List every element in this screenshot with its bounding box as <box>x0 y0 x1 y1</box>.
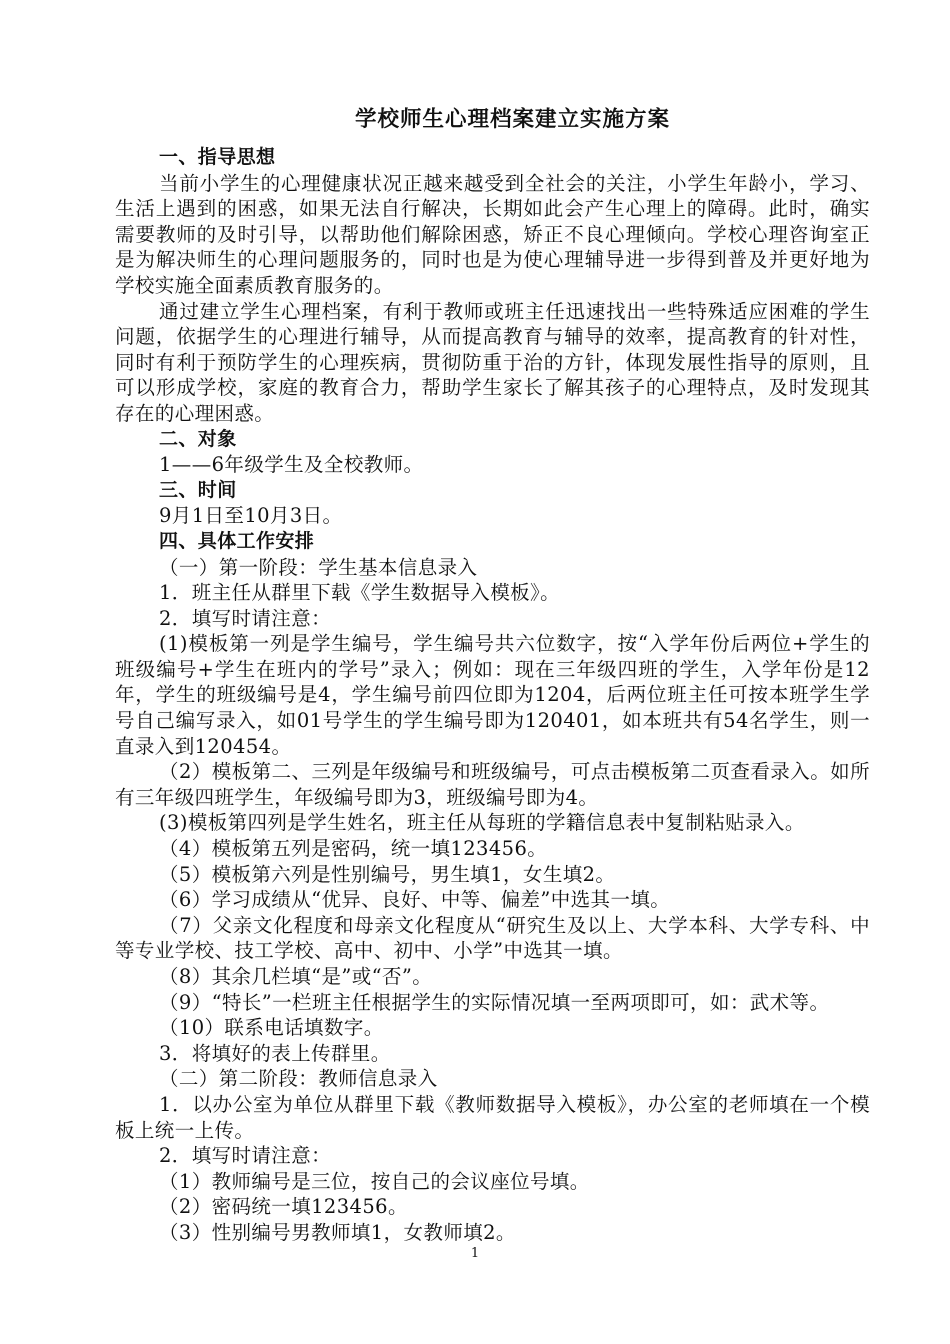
list-item: 1．以办公室为单位从群里下载《教师数据导入模板》，办公室的老师填在一个模板上统一上传。 <box>115 1092 870 1142</box>
list-item: （10）联系电话填数字。 <box>159 1016 384 1040</box>
list-item: （3）性别编号男教师填1，女教师填2。 <box>159 1220 516 1244</box>
document-title: 学校师生心理档案建立实施方案 <box>354 107 670 132</box>
section-heading-target: 二、对象 <box>159 427 237 450</box>
list-item: （2）密码统一填123456。 <box>159 1195 408 1219</box>
list-item: （7）父亲文化程度和母亲文化程度从“研究生及以上、大学本科、大学专科、中等专业学校、技工学校、高中、初中、小学”中选其一填。 <box>115 913 870 963</box>
list-item: （1）教师编号是三位，按自己的会议座位号填。 <box>159 1169 590 1193</box>
list-item: 3．将填好的表上传群里。 <box>159 1041 391 1065</box>
stage-heading: （一）第一阶段：学生基本信息录入 <box>159 555 478 579</box>
list-item: （6）学习成绩从“优异、良好、中等、偏差”中选其一填。 <box>159 888 671 912</box>
list-item: 1．班主任从群里下载《学生数据导入模板》。 <box>159 581 561 605</box>
list-item: （5）模板第六列是性别编号，男生填1，女生填2。 <box>159 862 616 886</box>
section-heading-work-arrangement: 四、具体工作安排 <box>159 529 315 552</box>
list-item: （4）模板第五列是密码，统一填123456。 <box>159 837 548 861</box>
list-item: 2．填写时请注意： <box>159 1144 332 1168</box>
document-page <box>115 105 870 1246</box>
paragraph: 当前小学生的心理健康状况正越来越受到全社会的关注，小学生年龄小，学习、生活上遇到的困惑，如果无法自行解决，长期如此会产生心理上的障碍。此时，确实需要教师的及时引导，以帮助他们解除困惑，矫正不良心理倾向。学校心理咨询室正是为解决师生的心理问题服务的，同时也是为使心理辅导进一步得到普及并更好地为学校实施全面素质教育服务的。 <box>115 171 870 297</box>
list-item: （8）其余几栏填“是”或“否”。 <box>159 965 433 988</box>
paragraph: 通过建立学生心理档案，有利于教师或班主任迅速找出一些特殊适应困难的学生问题，依据学生的心理进行辅导，从而提高教育与辅导的效率，提高教育的针对性，同时有利于预防学生的心理疾病，贯彻防重于治的方针，体现发展性指导的原则，且可以形成学校，家庭的教育合力，帮助学生家长了解其孩子的心理特点，及时发现其存在的心理困惑。 <box>115 299 870 425</box>
paragraph: 1——6年级学生及全校教师。 <box>159 453 424 477</box>
list-item: （9）“特长”一栏班主任根据学生的实际情况填一至两项即可，如：武术等。 <box>159 990 830 1014</box>
list-item: (1)模板第一列是学生编号，学生编号共六位数字，按“入学年份后两位+学生的班级编号+学生在班内的学号”录入；例如：现在三年级四班的学生，入学年份是12年，学生的班级编号是4，学生编号前四位即为1204，后两位班主任可按本班学生学号自己编写录入，如01号学生的学生编号即为120401，如本班共有54名学生，则一直录入到120454。 <box>115 632 870 758</box>
list-item: （2）模板第二、三列是年级编号和班级编号，可点击模板第二页查看录入。如所有三年级四班学生，年级编号即为3，班级编号即为4。 <box>115 760 870 809</box>
list-item: 2．填写时请注意： <box>159 606 332 630</box>
stage-heading: （二）第二阶段：教师信息录入 <box>159 1067 438 1091</box>
page-number: 1 <box>470 1246 480 1261</box>
section-heading-guiding-ideology: 一、指导思想 <box>159 146 276 168</box>
paragraph: 9月1日至10月3日。 <box>159 504 343 528</box>
section-heading-time: 三、时间 <box>159 478 237 501</box>
list-item: (3)模板第四列是学生姓名，班主任从每班的学籍信息表中复制粘贴录入。 <box>159 811 805 835</box>
